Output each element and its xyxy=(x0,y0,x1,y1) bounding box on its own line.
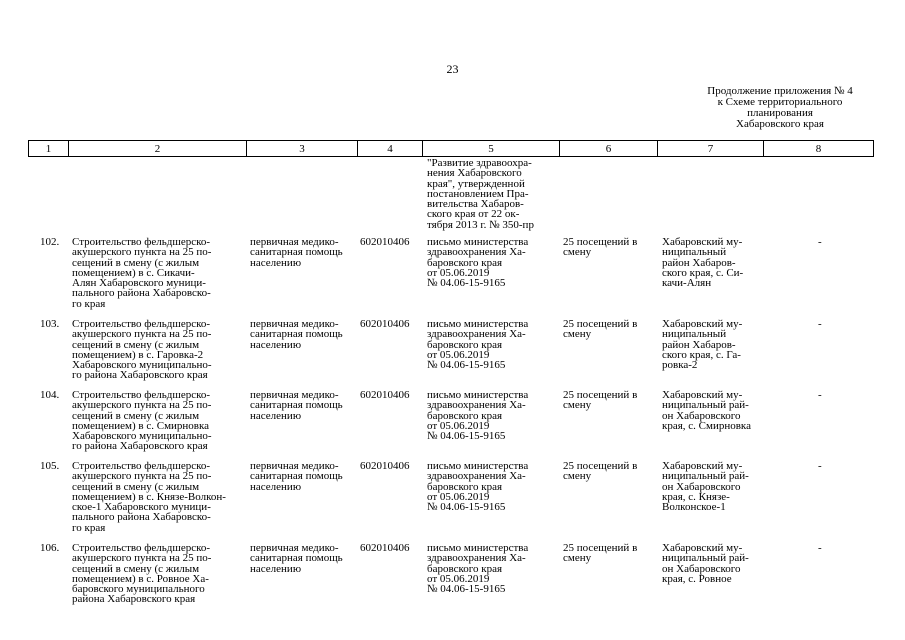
column-number: 2 xyxy=(69,141,247,157)
capacity: 25 посещений в смену xyxy=(563,542,638,565)
legal-basis: письмо министерства здравоохранения Ха- баровского края от 05.06.2019 № 04.06-15-9165 xyxy=(427,460,529,514)
column-number: 6 xyxy=(560,141,658,157)
capacity: 25 посещений в смену xyxy=(563,318,638,341)
capacity: 25 посещений в смену xyxy=(563,389,638,412)
page-number: 23 xyxy=(446,62,459,76)
location: Хабаровский му- ниципальный район Хабаров- ского края, с. Га- ровка-2 xyxy=(662,318,743,372)
row-number: 106. xyxy=(40,542,60,554)
object-code: 602010406 xyxy=(360,389,410,401)
extra-value: - xyxy=(818,460,822,472)
column-number: 1 xyxy=(29,141,69,157)
object-name: Строительство фельдшерско- акушерского пункта на 25 по- сещений в смену (с жилым помещением) в с. Гаровка-2 Хабаровского муниципально- го района Хабаровского края xyxy=(72,318,212,382)
extra-value: - xyxy=(818,542,822,554)
column-number: 8 xyxy=(764,141,874,157)
location: Хабаровский му- ниципальный район Хабаров- ского края, с. Си- качи-Алян xyxy=(662,236,744,290)
location: Хабаровский му- ниципальный рай- он Хабаровского края, с. Смирновка xyxy=(662,389,751,432)
row-number: 102. xyxy=(40,236,60,248)
object-name: Строительство фельдшерско- акушерского пункта на 25 по- сещений в смену (с жилым помещением) в с. Смирновка Хабаровского муниципально- го района Хабаровского края xyxy=(72,389,212,453)
row-number: 105. xyxy=(40,460,60,472)
appendix-line-1: Продолжение приложения № 4 xyxy=(707,85,853,97)
extra-value: - xyxy=(818,236,822,248)
object-name: Строительство фельдшерско- акушерского пункта на 25 по- сещений в смену (с жилым помещением) в с. Ровное Ха- баровского муниципального района Хабаровского края xyxy=(72,542,212,606)
object-name: Строительство фельдшерско- акушерского пункта на 25 по- сещений в смену (с жилым помещением) в с. Сикачи- Алян Хабаровского муници- пального района Хабаровско- го края xyxy=(72,236,212,310)
column-number: 7 xyxy=(658,141,764,157)
appendix-line-2: к Схеме территориального xyxy=(717,96,843,108)
object-code: 602010406 xyxy=(360,460,410,472)
location: Хабаровский му- ниципальный рай- он Хабаровского края, с. Ровное xyxy=(662,542,749,585)
appendix-line-3: планирования xyxy=(747,107,813,119)
legal-basis: письмо министерства здравоохранения Ха- баровского края от 05.06.2019 № 04.06-15-9165 xyxy=(427,389,529,443)
appendix-line-4: Хабаровского края xyxy=(736,118,824,130)
object-type: первичная медико- санитарная помощь населению xyxy=(250,460,343,493)
legal-basis: письмо министерства здравоохранения Ха- баровского края от 05.06.2019 № 04.06-15-9165 xyxy=(427,542,529,596)
extra-value: - xyxy=(818,318,822,330)
extra-value: - xyxy=(818,389,822,401)
legal-basis: письмо министерства здравоохранения Ха- баровского края от 05.06.2019 № 04.06-15-9165 xyxy=(427,236,529,290)
row-number: 104. xyxy=(40,389,60,401)
legal-basis: письмо министерства здравоохранения Ха- баровского края от 05.06.2019 № 04.06-15-9165 xyxy=(427,318,529,372)
column-number: 3 xyxy=(247,141,358,157)
column-number: 5 xyxy=(423,141,560,157)
column-number-header xyxy=(28,140,874,157)
object-type: первичная медико- санитарная помощь населению xyxy=(250,389,343,422)
capacity: 25 посещений в смену xyxy=(563,460,638,483)
location: Хабаровский му- ниципальный рай- он Хабаровского края, с. Князе- Волконское-1 xyxy=(662,460,749,514)
column-number: 4 xyxy=(358,141,423,157)
continuation-text: "Развитие здравоохра- нения Хабаровского края", утвержденной постановлением Пра- вительства Хабаров- ского края от 22 ок- тября 2013 г. № 350-пр xyxy=(427,157,534,231)
object-type: первичная медико- санитарная помощь населению xyxy=(250,236,343,269)
object-name: Строительство фельдшерско- акушерского пункта на 25 по- сещений в смену (с жилым помещением) в с. Князе-Волкон- ское-1 Хабаровского муници- пального района Хабаровско- го края xyxy=(72,460,226,534)
object-code: 602010406 xyxy=(360,236,410,248)
object-type: первичная медико- санитарная помощь населению xyxy=(250,542,343,575)
appendix-reference xyxy=(690,86,870,130)
object-type: первичная медико- санитарная помощь населению xyxy=(250,318,343,351)
row-number: 103. xyxy=(40,318,60,330)
capacity: 25 посещений в смену xyxy=(563,236,638,259)
object-code: 602010406 xyxy=(360,318,410,330)
object-code: 602010406 xyxy=(360,542,410,554)
